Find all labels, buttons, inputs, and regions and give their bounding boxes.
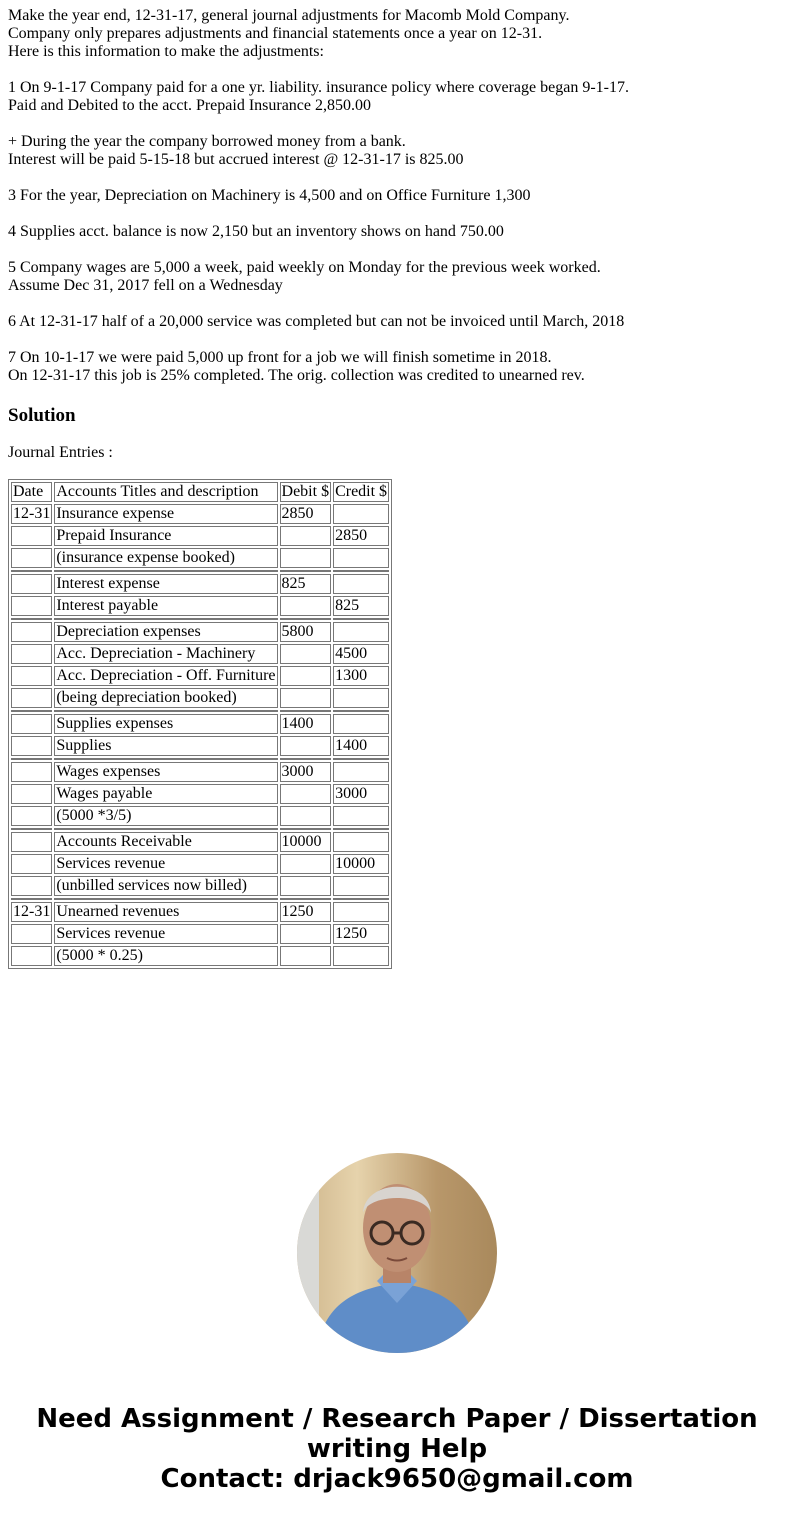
date-cell [11,688,52,708]
separator-cell [333,570,389,572]
credit-cell [333,548,389,568]
table-row [11,644,389,664]
date-cell [11,854,52,874]
table-row [11,806,389,826]
question-line: 1 On 9-1-17 Company paid for a one yr. liability. insurance policy where coverage began 9-1-17. [8,79,629,96]
credit-cell: 10000 [333,854,389,874]
account-cell: Acc. Depreciation - Off. Furniture [56,667,276,684]
credit-cell: 2850 [333,526,389,546]
date-cell [11,924,52,944]
table-row [11,832,389,852]
credit-cell [333,574,389,594]
credit-cell: 825 [333,596,389,616]
date-cell [11,784,52,804]
credit-cell: 3000 [333,784,389,804]
solution-heading: Solution [8,405,76,426]
account-cell: Accounts Receivable [54,832,277,852]
account-cell: (5000 * 0.25) [54,946,277,966]
question-line: Interest will be paid 5-15-18 but accrued interest @ 12-31-17 is 825.00 [8,151,464,168]
account-cell: (unbilled services now billed) [54,876,277,896]
account-cell: Wages payable [54,784,277,804]
separator-cell [333,898,389,900]
table-row [11,688,389,708]
separator-cell [11,710,52,712]
date-cell [11,666,52,686]
question-paragraph [8,7,629,61]
credit-cell: 4500 [333,644,389,664]
table-row [11,924,389,944]
question-line: Make the year end, 12-31-17, general journal adjustments for Macomb Mold Company. [8,7,570,24]
credit-cell [333,504,389,524]
table-row [11,762,389,782]
debit-cell [280,526,332,546]
separator-cell [54,618,277,620]
date-cell [11,876,52,896]
separator-cell [280,758,332,760]
account-cell: Supplies expenses [54,714,277,734]
table-row [11,784,389,804]
question-paragraph [8,349,629,385]
table-row [11,902,389,922]
debit-cell: 1250 [280,902,332,922]
separator-cell [280,828,332,830]
account-cell: Supplies [54,736,277,756]
credit-cell: 1300 [333,666,389,686]
table-row [11,548,389,568]
credit-cell [333,806,389,826]
separator-cell [11,618,52,620]
credit-cell [333,762,389,782]
table-row [11,504,389,524]
separator-cell [11,828,52,830]
debit-cell: 1400 [280,714,332,734]
account-cell: Insurance expense [54,504,277,524]
column-header: Credit $ [335,483,388,500]
date-cell [11,644,52,664]
question-line: + During the year the company borrowed money from a bank. [8,133,406,150]
account-cell: Wages expenses [54,762,277,782]
date-cell [11,762,52,782]
credit-cell: 1250 [333,924,389,944]
separator-row [11,710,389,712]
debit-cell [280,806,332,826]
separator-row [11,618,389,620]
debit-cell [280,784,332,804]
question-line: On 12-31-17 this job is 25% completed. The orig. collection was credited to unearned rev. [8,367,585,384]
debit-cell [280,644,332,664]
debit-cell [280,876,332,896]
table-row [11,736,389,756]
account-cell: Prepaid Insurance [54,526,277,546]
date-cell [11,832,52,852]
table-row [11,854,389,874]
credit-cell [333,946,389,966]
question-line: 5 Company wages are 5,000 a week, paid weekly on Monday for the previous week worked. [8,259,601,276]
credit-cell: 1400 [333,736,389,756]
credit-cell [333,876,389,896]
account-cell: Unearned revenues [54,902,277,922]
separator-cell [280,570,332,572]
journal-entries-table [8,479,392,969]
separator-cell [54,828,277,830]
question-line: Here is this information to make the adjustments: [8,43,324,60]
question-paragraph [8,313,629,331]
column-header: Debit $ [281,483,330,500]
separator-cell [333,758,389,760]
date-cell [11,596,52,616]
account-cell: Interest payable [54,596,277,616]
question-paragraph [8,223,629,241]
separator-cell [54,758,277,760]
credit-cell [333,714,389,734]
question-paragraph [8,79,629,115]
question-line: Company only prepares adjustments and financial statements once a year on 12-31. [8,25,543,42]
question-line: 6 At 12-31-17 half of a 20,000 service was completed but can not be invoiced until March, 2018 [8,313,625,330]
table-row [11,574,389,594]
footer-line: Need Assignment / Research Paper / Dissertation [36,1404,758,1434]
question-paragraph [8,133,629,169]
date-cell [11,526,52,546]
account-cell: (being depreciation booked) [54,688,277,708]
debit-cell [280,736,332,756]
credit-cell [333,832,389,852]
separator-cell [11,570,52,572]
debit-cell [280,854,332,874]
credit-cell [333,688,389,708]
table-row [11,622,389,642]
debit-cell [280,688,332,708]
debit-cell: 3000 [280,762,332,782]
date-cell [11,946,52,966]
column-header: Date [11,482,52,502]
question-text [8,7,629,403]
debit-cell: 10000 [280,832,332,852]
question-line: Paid and Debited to the acct. Prepaid Insurance 2,850.00 [8,97,371,114]
table-row [11,526,389,546]
debit-cell [280,946,332,966]
separator-cell [280,618,332,620]
table-row [11,946,389,966]
date-cell [11,548,52,568]
date-cell [11,806,52,826]
separator-cell [333,828,389,830]
table-row [11,666,389,686]
separator-cell [54,710,277,712]
debit-cell [280,924,332,944]
date-cell: 12-31 [13,903,51,920]
separator-cell [11,898,52,900]
account-cell: Services revenue [54,924,277,944]
separator-cell [333,710,389,712]
debit-cell: 825 [280,574,332,594]
credit-cell [333,622,389,642]
question-line: 4 Supplies acct. balance is now 2,150 but an inventory shows on hand 750.00 [8,223,504,240]
question-line: 3 For the year, Depreciation on Machinery is 4,500 and on Office Furniture 1,300 [8,187,531,204]
debit-cell [280,548,332,568]
debit-cell [280,596,332,616]
question-paragraph [8,259,629,295]
credit-cell [333,902,389,922]
debit-cell [280,666,332,686]
date-cell [11,714,52,734]
question-paragraph [8,187,629,205]
question-line: 7 On 10-1-17 we were paid 5,000 up front for a job we will finish sometime in 2018. [8,349,552,366]
date-cell [11,622,52,642]
author-avatar [297,1153,497,1353]
journal-entries-label: Journal Entries : [8,444,113,461]
table-row [11,714,389,734]
separator-cell [280,710,332,712]
separator-cell [54,898,277,900]
contact-footer [0,1404,794,1494]
separator-cell [333,618,389,620]
account-cell: Depreciation expenses [54,622,277,642]
question-line: Assume Dec 31, 2017 fell on a Wednesday [8,277,283,294]
column-header: Accounts Titles and description [54,482,277,502]
debit-cell: 5800 [280,622,332,642]
account-cell: Acc. Depreciation - Machinery [54,644,277,664]
table-header-row [11,482,389,502]
separator-cell [11,758,52,760]
debit-cell: 2850 [280,504,332,524]
table-row [11,876,389,896]
separator-row [11,758,389,760]
separator-cell [280,898,332,900]
account-cell: Interest expense [54,574,277,594]
footer-line: Contact: drjack9650@gmail.com [160,1464,634,1494]
date-cell [11,574,52,594]
account-cell: (insurance expense booked) [54,548,277,568]
account-cell: Services revenue [54,854,277,874]
date-cell: 12-31 [13,505,51,522]
date-cell [11,736,52,756]
footer-line: writing Help [306,1434,488,1464]
account-cell: (5000 *3/5) [54,806,277,826]
separator-row [11,828,389,830]
separator-row [11,570,389,572]
separator-row [11,898,389,900]
separator-cell [54,570,277,572]
table-row [11,596,389,616]
